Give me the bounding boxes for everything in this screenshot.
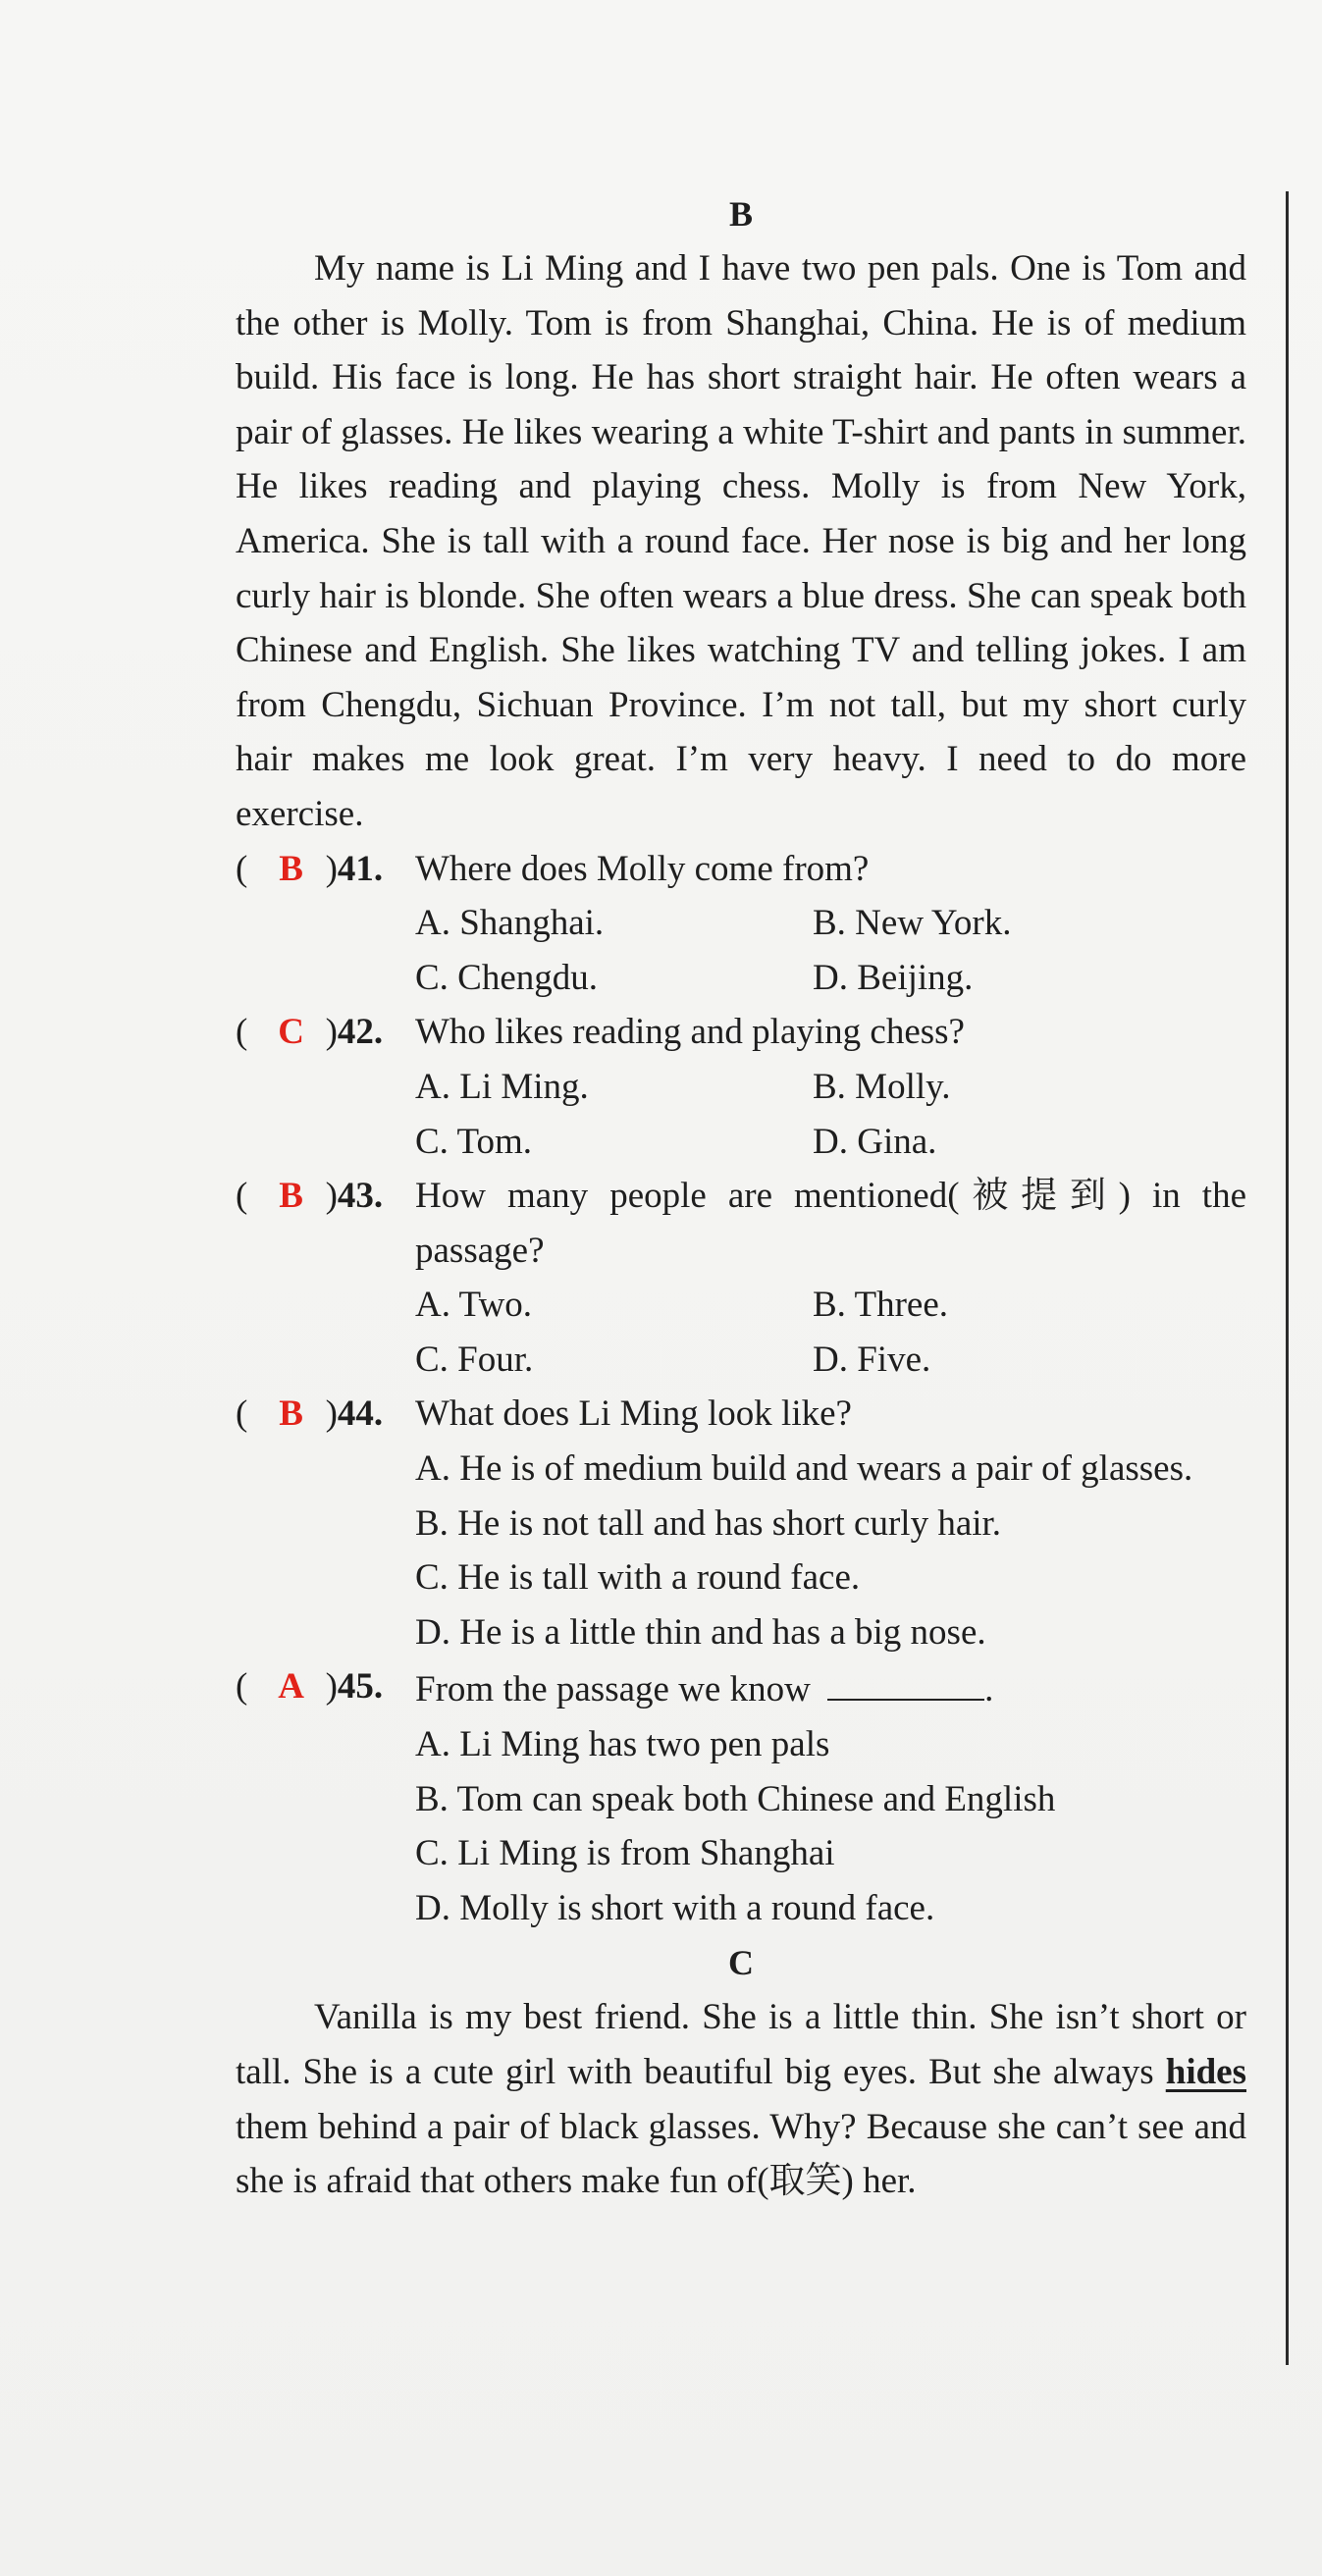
option-a: A. Shanghai. [415, 903, 605, 944]
section-c-passage: Vanilla is my best friend. She is a little thin. She isn’t short or tall. She is a cute girl with beautiful big eyes. But she always hides them behind a pair of black glasses. Why? Because she can’t see and she is afraid that others make fun of(取笑) her. [236, 1997, 1247, 2202]
margin-rule [1286, 191, 1289, 2365]
option-b: B. He is not tall and has short curly hair. [415, 1502, 1002, 1544]
option-b: B. New York. [813, 903, 1012, 944]
question-43: ( B )43. How many people are mentioned(被提到) in the passage? A. Two. B. Three. C. Four. D. Five. [236, 1169, 1246, 1387]
question-text: How many people are mentioned(被提到) in the passage? [415, 1176, 1246, 1271]
option-d: D. Five. [813, 1339, 931, 1380]
keyword-hides: hides [1165, 2052, 1247, 2092]
question-text: Where does Molly come from? [415, 848, 870, 889]
question-number: 43. [337, 1176, 384, 1217]
option-a: A. He is of medium build and wears a pair of glasses. [415, 1448, 1193, 1490]
option-c: C. Chengdu. [415, 957, 599, 998]
question-41: ( B )41. Where does Molly come from? A. Shanghai. B. New York. C. Chengdu. D. Beijing. [236, 842, 1246, 1006]
option-c: C. Tom. [415, 1121, 533, 1162]
question-42: ( C )42. Who likes reading and playing chess? A. Li Ming. B. Molly. C. Tom. D. Gina. [236, 1005, 1246, 1169]
question-44: ( B )44. What does Li Ming look like? A. He is of medium build and wears a pair of glasses. B. He is not tall and has short curly hair. C. He is tall with a round face. D. He is a little thin and has a big nose. [236, 1387, 1246, 1659]
answer-41: B [279, 848, 303, 889]
option-d: D. Molly is short with a round face. [415, 1887, 935, 1928]
option-d: D. Beijing. [813, 957, 974, 998]
option-a: A. Li Ming has two pen pals [415, 1724, 830, 1765]
option-c: C. Four. [415, 1339, 534, 1380]
option-a: A. Two. [415, 1285, 533, 1326]
question-45: ( A )45. From the passage we know . A. Li Ming has two pen pals B. Tom can speak both Chinese and English C. Li Ming is from Shanghai D. Molly is short with a round face. [236, 1659, 1246, 1935]
option-b: B. Three. [813, 1285, 949, 1326]
section-b-title: B [728, 194, 753, 234]
answer-45: A [278, 1666, 304, 1708]
answer-42: C [278, 1012, 304, 1053]
answer-43: B [279, 1176, 303, 1217]
answer-blank [827, 1659, 984, 1701]
option-d: D. Gina. [813, 1121, 937, 1162]
question-text: From the passage we know [415, 1669, 811, 1710]
question-text: Who likes reading and playing chess? [415, 1012, 965, 1053]
option-a: A. Li Ming. [415, 1066, 589, 1107]
question-number: 45. [337, 1666, 384, 1708]
question-text: What does Li Ming look like? [415, 1393, 852, 1435]
answer-44: B [279, 1393, 303, 1435]
option-c: C. He is tall with a round face. [415, 1557, 861, 1599]
question-number: 41. [337, 848, 384, 889]
option-b: B. Molly. [813, 1066, 951, 1107]
section-c-title: C [728, 1943, 754, 1983]
reading-content [236, 186, 1246, 2209]
option-d: D. He is a little thin and has a big nose. [415, 1611, 986, 1653]
option-b: B. Tom can speak both Chinese and English [415, 1778, 1056, 1819]
question-number: 42. [337, 1012, 384, 1053]
option-c: C. Li Ming is from Shanghai [415, 1833, 835, 1874]
section-b-passage: My name is Li Ming and I have two pen pals. One is Tom and the other is Molly. Tom is from Shanghai, China. He is of medium build. His face is long. He has short straight hair. He often wears a pair of glasses. He likes wearing a white T-shirt and pants in summer. He likes reading and playing chess. Molly is from New York, America. She is tall with a round face. Her nose is big and her long curly hair is blonde. She often wears a blue dress. She can speak both Chinese and English. She likes watching TV and telling jokes. I am from Chengdu, Sichuan Province. I’m not tall, but my short curly hair makes me look great. I’m very heavy. I need to do more exercise. [236, 248, 1246, 834]
question-number: 44. [337, 1393, 384, 1435]
